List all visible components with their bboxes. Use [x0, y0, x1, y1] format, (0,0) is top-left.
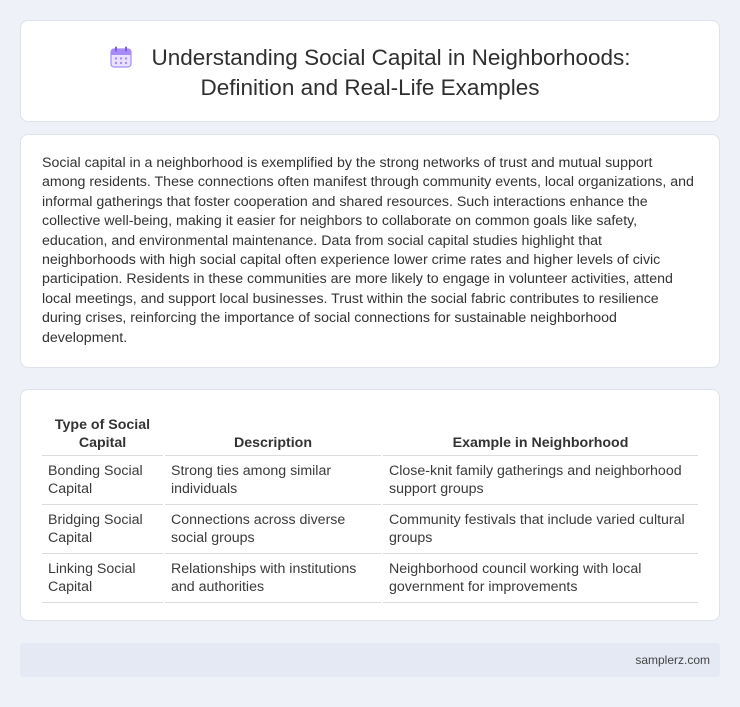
table-header-row: [42, 411, 698, 456]
table-row: [42, 505, 698, 554]
footer: [20, 643, 720, 677]
table-cell-description: Relationships with institutions and authorities: [164, 554, 382, 603]
article-paragraph: Social capital in a neighborhood is exemplified by the strong networks of trust and mutual support among residents. These connections often manifest through community events, local organizations, and informal gatherings that foster cooperation and shared resources. Such interactions enhance the collective well-being, making it easier for neighbors to collaborate on common goals like safety, education, and environmental maintenance. Data from social capital studies highlight that neighborhoods with high social capital often experience lower crime rates and higher levels of civic participation. Residents in these communities are more likely to engage in volunteer activities, attend local meetings, and support local businesses. Trust within the social fabric contributes to resilience during crises, reinforcing the importance of social connections for sustainable neighborhood development.: [42, 155, 694, 346]
table-cell-example: Neighborhood council working with local government for improvements: [382, 554, 698, 603]
article-card: [20, 134, 720, 368]
table-cell-type: Bonding Social Capital: [42, 456, 164, 505]
table-cell-type: Bridging Social Capital: [42, 505, 164, 554]
calendar-icon: [109, 45, 133, 69]
table-cell-description: Connections across diverse social groups: [164, 505, 382, 554]
table-cell-description: Strong ties among similar individuals: [164, 456, 382, 505]
table-row: [42, 456, 698, 505]
social-capital-table: [42, 411, 698, 603]
footer-brand: samplerz.com: [635, 653, 710, 667]
column-header-type: Type of Social Capital: [42, 411, 164, 456]
title-line-1: Understanding Social Capital in Neighborhoods:: [151, 45, 631, 70]
table-cell-example: Close-knit family gatherings and neighborhood support groups: [382, 456, 698, 505]
table-card: [20, 389, 720, 621]
column-header-description: Description: [164, 411, 382, 456]
header-card: [20, 20, 720, 122]
column-header-example: Example in Neighborhood: [382, 411, 698, 456]
table-cell-example: Community festivals that include varied cultural groups: [382, 505, 698, 554]
table-cell-type: Linking Social Capital: [42, 554, 164, 603]
title-line-2: Definition and Real-Life Examples: [200, 75, 540, 100]
table-row: [42, 554, 698, 603]
page-title: [21, 43, 719, 103]
